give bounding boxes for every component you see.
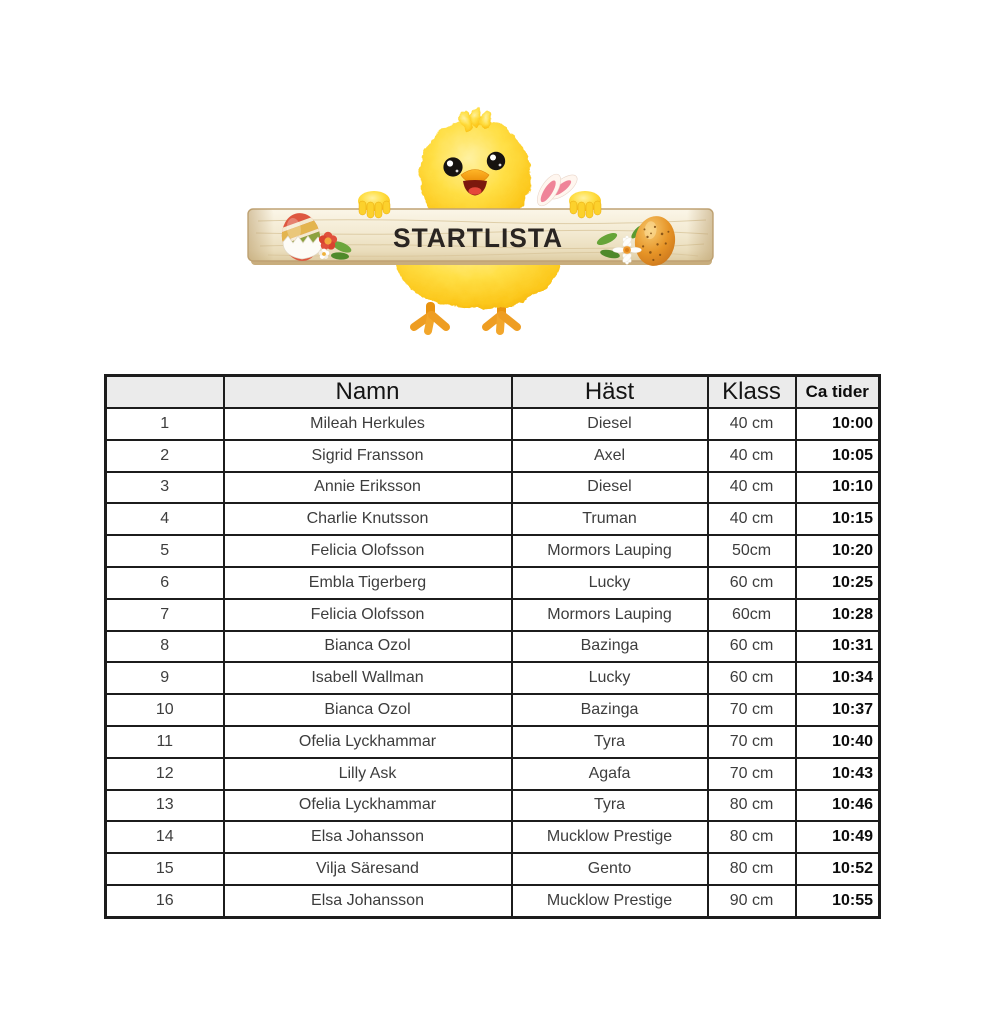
cell-class: 40 cm — [708, 503, 796, 535]
table-row — [106, 535, 880, 567]
cell-start-number: 15 — [106, 853, 224, 885]
cell-horse: Agafa — [512, 758, 708, 790]
cell-rider-name: Elsa Johansson — [224, 821, 512, 853]
chick-illustration — [238, 90, 718, 345]
header-namn: Namn — [224, 376, 512, 409]
cell-start-number: 10 — [106, 694, 224, 726]
cell-horse: Mormors Lauping — [512, 535, 708, 567]
cell-time: 10:40 — [796, 726, 880, 758]
cell-rider-name: Isabell Wallman — [224, 662, 512, 694]
cell-class: 60 cm — [708, 567, 796, 599]
cell-start-number: 6 — [106, 567, 224, 599]
cell-start-number: 8 — [106, 631, 224, 663]
cell-class: 80 cm — [708, 821, 796, 853]
header-hast: Häst — [512, 376, 708, 409]
cell-time: 10:25 — [796, 567, 880, 599]
cell-horse: Lucky — [512, 567, 708, 599]
cell-start-number: 16 — [106, 885, 224, 917]
table-row — [106, 790, 880, 822]
cell-rider-name: Lilly Ask — [224, 758, 512, 790]
table-row — [106, 662, 880, 694]
cell-rider-name: Ofelia Lyckhammar — [224, 790, 512, 822]
cell-start-number: 12 — [106, 758, 224, 790]
cell-rider-name: Ofelia Lyckhammar — [224, 726, 512, 758]
table-row — [106, 440, 880, 472]
cell-start-number: 3 — [106, 472, 224, 504]
cell-class: 50cm — [708, 535, 796, 567]
cell-class: 90 cm — [708, 885, 796, 917]
sign-board — [248, 208, 713, 269]
table-row — [106, 567, 880, 599]
cell-start-number: 11 — [106, 726, 224, 758]
cell-rider-name: Felicia Olofsson — [224, 535, 512, 567]
cell-horse: Tyra — [512, 790, 708, 822]
cell-start-number: 1 — [106, 408, 224, 440]
cell-horse: Lucky — [512, 662, 708, 694]
cell-time: 10:31 — [796, 631, 880, 663]
table-row — [106, 599, 880, 631]
cell-rider-name: Mileah Herkules — [224, 408, 512, 440]
cell-time: 10:20 — [796, 535, 880, 567]
cell-horse: Axel — [512, 440, 708, 472]
cell-class: 40 cm — [708, 408, 796, 440]
easter-chick-sign-graphic — [238, 90, 718, 345]
cell-horse: Gento — [512, 853, 708, 885]
table-row — [106, 503, 880, 535]
table-header-row — [106, 376, 880, 409]
cell-time: 10:00 — [796, 408, 880, 440]
cell-horse: Mucklow Prestige — [512, 885, 708, 917]
cell-rider-name: Charlie Knutsson — [224, 503, 512, 535]
table-row — [106, 472, 880, 504]
table-row — [106, 853, 880, 885]
cell-rider-name: Bianca Ozol — [224, 631, 512, 663]
table-row — [106, 631, 880, 663]
cell-time: 10:28 — [796, 599, 880, 631]
header-ca-tider: Ca tider — [796, 376, 880, 409]
cell-class: 70 cm — [708, 726, 796, 758]
table-row — [106, 726, 880, 758]
cell-horse: Mormors Lauping — [512, 599, 708, 631]
cell-time: 10:34 — [796, 662, 880, 694]
table-row — [106, 821, 880, 853]
cell-horse: Mucklow Prestige — [512, 821, 708, 853]
cell-class: 80 cm — [708, 790, 796, 822]
cell-rider-name: Embla Tigerberg — [224, 567, 512, 599]
cell-start-number: 2 — [106, 440, 224, 472]
cell-start-number: 5 — [106, 535, 224, 567]
cell-class: 60cm — [708, 599, 796, 631]
cell-class: 60 cm — [708, 631, 796, 663]
header-klass: Klass — [708, 376, 796, 409]
cell-horse: Diesel — [512, 472, 708, 504]
cell-class: 40 cm — [708, 472, 796, 504]
table-row — [106, 694, 880, 726]
cell-class: 80 cm — [708, 853, 796, 885]
cell-horse: Diesel — [512, 408, 708, 440]
cell-rider-name: Vilja Säresand — [224, 853, 512, 885]
chick-right-hand — [569, 191, 601, 218]
cell-class: 70 cm — [708, 758, 796, 790]
header-start-number — [106, 376, 224, 409]
cell-rider-name: Elsa Johansson — [224, 885, 512, 917]
cell-time: 10:49 — [796, 821, 880, 853]
cell-class: 70 cm — [708, 694, 796, 726]
cell-rider-name: Annie Eriksson — [224, 472, 512, 504]
cell-horse: Tyra — [512, 726, 708, 758]
table-row — [106, 408, 880, 440]
cell-rider-name: Bianca Ozol — [224, 694, 512, 726]
chick-left-hand — [358, 191, 390, 218]
cell-class: 40 cm — [708, 440, 796, 472]
cell-start-number: 4 — [106, 503, 224, 535]
cell-class: 60 cm — [708, 662, 796, 694]
cell-start-number: 14 — [106, 821, 224, 853]
cell-horse: Truman — [512, 503, 708, 535]
table-row — [106, 758, 880, 790]
cell-time: 10:15 — [796, 503, 880, 535]
cell-horse: Bazinga — [512, 694, 708, 726]
cell-time: 10:52 — [796, 853, 880, 885]
startlist-table — [104, 374, 881, 919]
cell-time: 10:55 — [796, 885, 880, 917]
cell-time: 10:10 — [796, 472, 880, 504]
cell-start-number: 7 — [106, 599, 224, 631]
cell-rider-name: Felicia Olofsson — [224, 599, 512, 631]
cell-horse: Bazinga — [512, 631, 708, 663]
sign-text: STARTLISTA — [393, 223, 563, 253]
cell-time: 10:05 — [796, 440, 880, 472]
cell-rider-name: Sigrid Fransson — [224, 440, 512, 472]
cell-time: 10:43 — [796, 758, 880, 790]
cell-time: 10:46 — [796, 790, 880, 822]
cell-time: 10:37 — [796, 694, 880, 726]
tongue — [469, 187, 482, 195]
cell-start-number: 9 — [106, 662, 224, 694]
table-body — [106, 408, 880, 917]
cell-start-number: 13 — [106, 790, 224, 822]
table-row — [106, 885, 880, 917]
